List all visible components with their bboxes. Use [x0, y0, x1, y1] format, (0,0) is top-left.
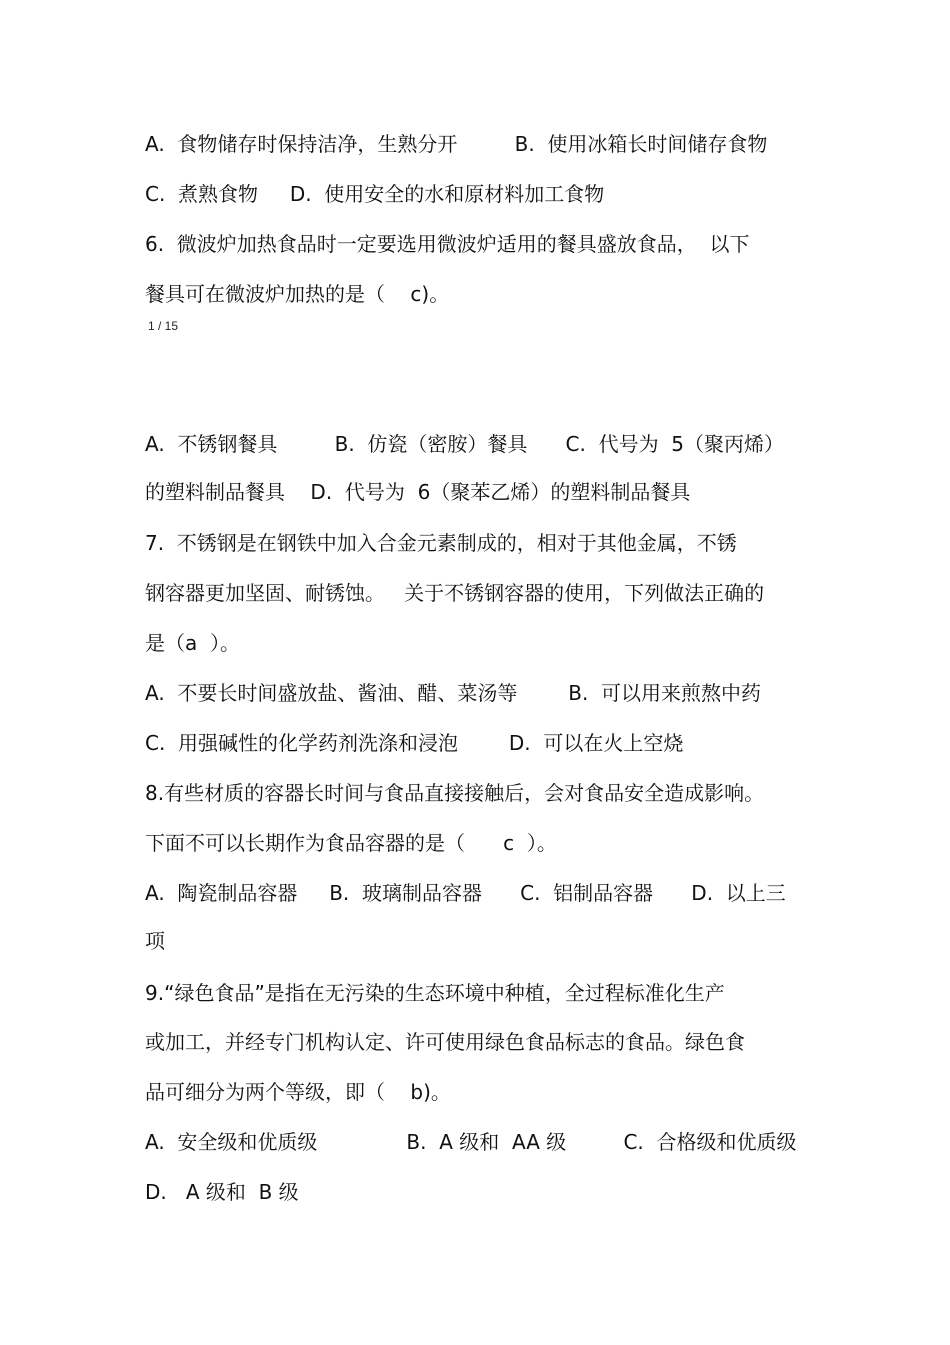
q8-question-line1: 8.有些材质的容器长时间与食品直接接触后，会对食品安全造成影响。 — [145, 781, 765, 805]
q6-question-line2: 餐具可在微波炉加热的是（ c)。 — [145, 282, 450, 306]
q7-question-line1: 7. 不锈钢是在钢铁中加入合金元素制成的，相对于其他金属，不锈 — [145, 531, 737, 555]
q9-question-line3: 品可细分为两个等级，即（ b)。 — [145, 1080, 451, 1104]
q8-options-line1: A. 陶瓷制品容器 B. 玻璃制品容器 C. 铝制品容器 D. 以上三 — [145, 881, 786, 905]
q7-options-ab: A. 不要长时间盛放盐、酱油、醋、菜汤等 B. 可以用来煎熬中药 — [145, 681, 762, 705]
q9-options-line2: D. A 级和 B 级 — [145, 1180, 299, 1204]
q7-question-line2: 钢容器更加坚固、耐锈蚀。 关于不锈钢容器的使用，下列做法正确的 — [145, 581, 765, 605]
q9-options-line1: A. 安全级和优质级 B. A 级和 AA 级 C. 合格级和优质级 — [145, 1130, 797, 1154]
q5-options-cd: C. 煮熟食物 D. 使用安全的水和原材料加工食物 — [145, 182, 605, 206]
q6-options-line1: A. 不锈钢餐具 B. 仿瓷（密胺）餐具 C. 代号为 5（聚丙烯） — [145, 432, 785, 456]
q7-question-line3: 是（a ）。 — [145, 631, 240, 655]
q6-question-line1: 6. 微波炉加热食品时一定要选用微波炉适用的餐具盛放食品， 以下 — [145, 232, 750, 256]
q5-options-ab: A. 食物储存时保持洁净，生熟分开 B. 使用冰箱长时间储存食物 — [145, 132, 768, 156]
q9-question-line2: 或加工，并经专门机构认定、许可使用绿色食品标志的食品。绿色食 — [145, 1030, 745, 1054]
q8-question-line2: 下面不可以长期作为食品容器的是（ c ）。 — [145, 831, 557, 855]
page-number: 1 / 15 — [148, 319, 179, 333]
q6-options-line2: 的塑料制品餐具 D. 代号为 6（聚苯乙烯）的塑料制品餐具 — [145, 480, 691, 504]
q9-question-line1: 9.“绿色食品”是指在无污染的生态环境中种植，全过程标准化生产 — [145, 981, 725, 1005]
q8-options-line2: 项 — [145, 929, 165, 953]
q7-options-cd: C. 用强碱性的化学药剂洗涤和浸泡 D. 可以在火上空烧 — [145, 731, 684, 755]
